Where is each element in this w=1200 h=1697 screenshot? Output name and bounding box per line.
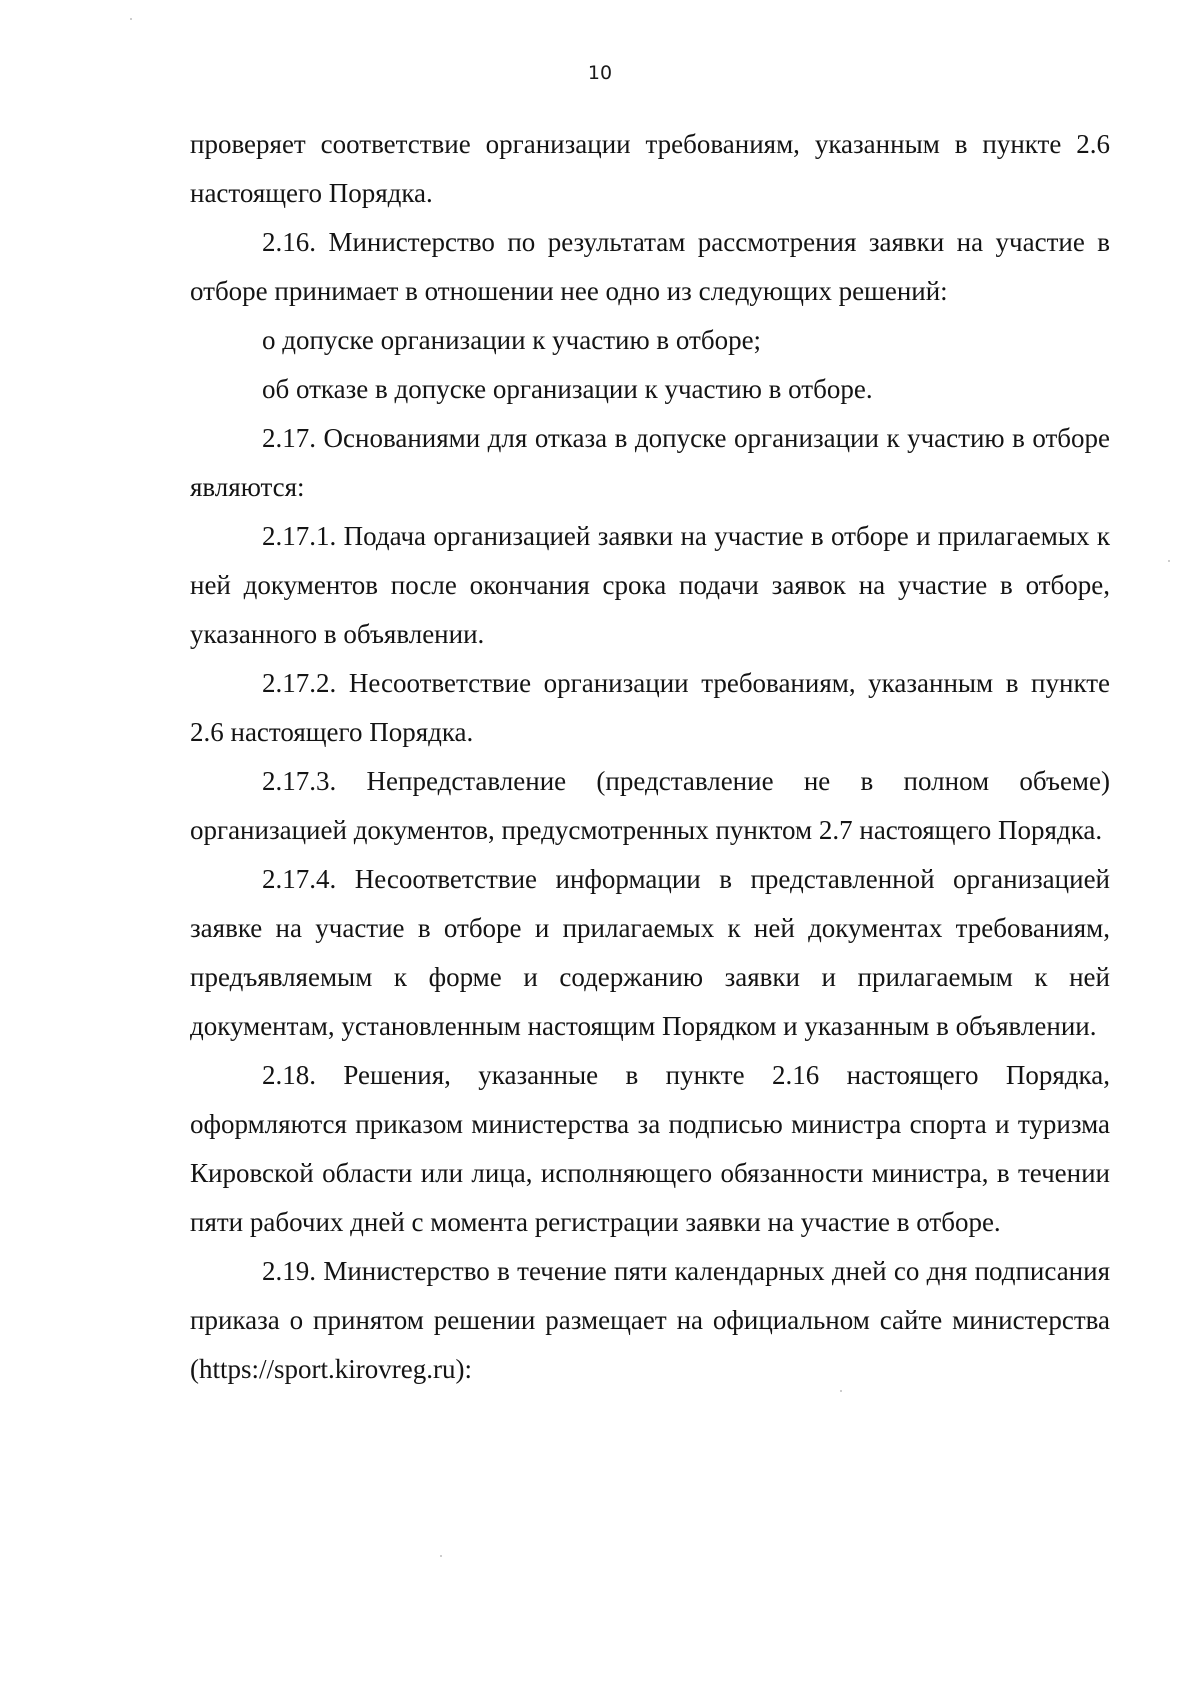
- paragraph-2-17-1: 2.17.1. Подача организацией заявки на участие в отборе и прилагаемых к ней документов после окончания срока подачи заявок на участие в отборе, указанного в объявлении.: [190, 521, 1110, 649]
- paragraph-admission-option: о допуске организации к участию в отборе;: [262, 325, 762, 355]
- document-body: [190, 120, 1110, 1394]
- paragraph-refusal-option: об отказе в допуске организации к участию в отборе.: [262, 374, 873, 404]
- paragraph-2-19: 2.19. Министерство в течение пяти календарных дней со дня подписания приказа о принятом решении размещает на официальном сайте министерства (https://sport.kirovreg.ru):: [190, 1256, 1110, 1384]
- scan-speck: [130, 18, 132, 20]
- page-number: 10: [587, 62, 613, 84]
- paragraph-2-17-2: 2.17.2. Несоответствие организации требованиям, указанным в пункте 2.6 настоящего Порядка.: [190, 668, 1110, 747]
- paragraph-continuation: проверяет соответствие организации требованиям, указанным в пункте 2.6 настоящего Порядка.: [190, 129, 1110, 208]
- scan-speck: [840, 1390, 842, 1392]
- paragraph-2-17-4: 2.17.4. Несоответствие информации в представленной организацией заявке на участие в отборе и прилагаемых к ней документах требованиям, предъявляемым к форме и содержанию заявки и прилагаемым к ней документам, установленным настоящим Порядком и указанным в объявлении.: [190, 864, 1110, 1041]
- paragraph-2-18: 2.18. Решения, указанные в пункте 2.16 настоящего Порядка, оформляются приказом министерства за подписью министра спорта и туризма Кировской области или лица, исполняющего обязанности министра, в течении пяти рабочих дней с момента регистрации заявки на участие в отборе.: [190, 1060, 1110, 1237]
- scan-speck: [1168, 560, 1170, 562]
- scan-speck: [440, 1555, 442, 1557]
- paragraph-2-16: 2.16. Министерство по результатам рассмотрения заявки на участие в отборе принимает в отношении нее одно из следующих решений:: [190, 227, 1110, 306]
- paragraph-2-17: 2.17. Основаниями для отказа в допуске организации к участию в отборе являются:: [190, 423, 1110, 502]
- paragraph-2-17-3: 2.17.3. Непредставление (представление не в полном объеме) организацией документов, предусмотренных пунктом 2.7 настоящего Порядка.: [190, 766, 1110, 845]
